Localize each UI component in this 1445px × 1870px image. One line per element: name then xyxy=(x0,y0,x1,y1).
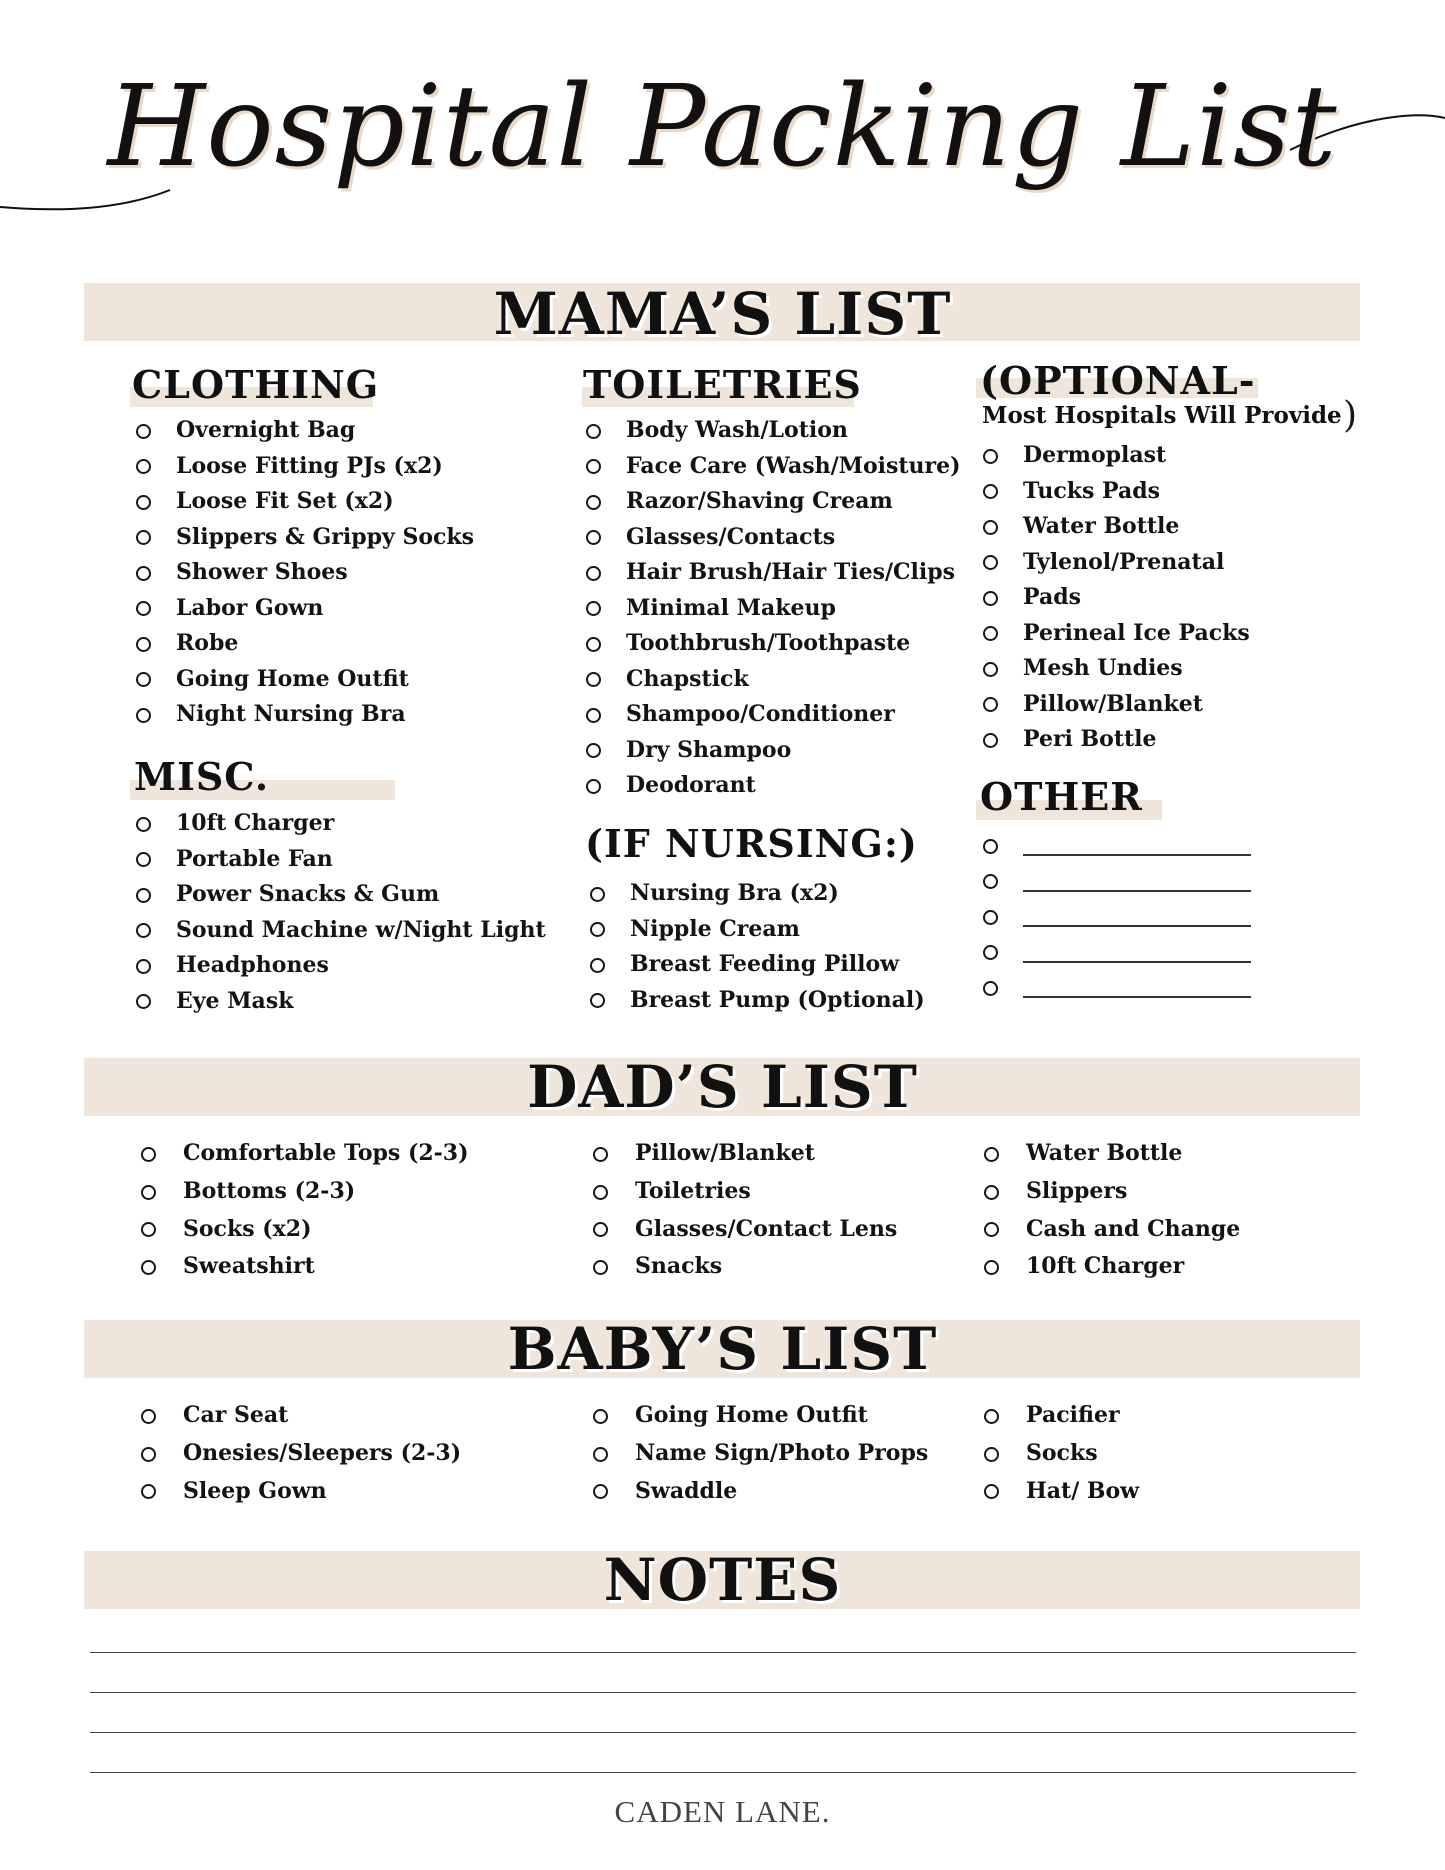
checklist-item xyxy=(586,768,961,804)
item-label: Sound Machine w/Night Light xyxy=(176,916,546,943)
item-label: Bottoms (2-3) xyxy=(183,1177,356,1204)
checkbox-circle-icon[interactable] xyxy=(136,424,151,439)
checklist-item xyxy=(136,626,474,662)
item-label: Pacifier xyxy=(1026,1402,1120,1428)
item-label: Robe xyxy=(176,630,239,656)
item-label: Snacks xyxy=(635,1253,723,1280)
item-label: Toothbrush/Toothpaste xyxy=(626,630,911,656)
checklist-item xyxy=(983,509,1250,545)
item-label: Hair Brush/Hair Ties/Clips xyxy=(626,559,956,585)
checklist-blank-item xyxy=(983,864,1251,900)
item-label: Body Wash/Lotion xyxy=(626,417,848,443)
checklist-blank-item xyxy=(983,828,1251,864)
checklist-blank-item xyxy=(983,935,1251,971)
checkbox-circle-icon[interactable] xyxy=(983,591,998,606)
checkbox-circle-icon[interactable] xyxy=(984,1260,999,1275)
checkbox-circle-icon[interactable] xyxy=(586,743,601,758)
item-label: Glasses/Contact Lens xyxy=(635,1215,898,1242)
checkbox-circle-icon[interactable] xyxy=(983,555,998,570)
checklist-item xyxy=(984,1473,1139,1511)
item-label: Pads xyxy=(1023,584,1081,610)
item-label: Night Nursing Bra xyxy=(176,701,406,727)
checkbox-circle-icon[interactable] xyxy=(136,601,151,616)
item-label: Name Sign/Photo Props xyxy=(635,1439,929,1466)
misc-heading: MISC. xyxy=(134,754,270,799)
notes-line[interactable] xyxy=(90,1692,1356,1693)
checkbox-circle-icon[interactable] xyxy=(141,1222,156,1237)
checkbox-circle-icon[interactable] xyxy=(136,888,151,903)
checklist-item xyxy=(586,591,961,627)
checkbox-circle-icon[interactable] xyxy=(983,520,998,535)
item-label: Onesies/Sleepers (2-3) xyxy=(183,1439,462,1466)
item-label: Overnight Bag xyxy=(176,417,356,443)
item-label: Breast Pump (Optional) xyxy=(630,986,925,1013)
checklist-item xyxy=(586,555,961,591)
clothing-list xyxy=(136,413,474,733)
item-label: Deodorant xyxy=(626,772,756,798)
item-label: Hat/ Bow xyxy=(1026,1477,1140,1504)
checklist-blank-item xyxy=(983,970,1251,1006)
checkbox-circle-icon[interactable] xyxy=(136,817,151,832)
checkbox-circle-icon[interactable] xyxy=(983,839,998,854)
item-label: Mesh Undies xyxy=(1023,655,1183,681)
checkbox-circle-icon[interactable] xyxy=(136,959,151,974)
checklist-item xyxy=(983,651,1250,687)
optional-closing-paren: ) xyxy=(1343,395,1358,436)
item-label: Going Home Outfit xyxy=(635,1402,868,1428)
checkbox-circle-icon[interactable] xyxy=(983,449,998,464)
checklist-item xyxy=(983,438,1250,474)
item-label: Swaddle xyxy=(635,1477,738,1504)
item-label: Face Care (Wash/Moisture) xyxy=(626,452,961,479)
checklist-item xyxy=(983,474,1250,510)
toiletries-heading: TOILETRIES xyxy=(583,362,862,407)
checkbox-circle-icon[interactable] xyxy=(984,1484,999,1499)
checkbox-circle-icon[interactable] xyxy=(136,495,151,510)
item-label: Eye Mask xyxy=(176,987,294,1014)
write-in-line[interactable] xyxy=(1023,961,1251,963)
checklist-item xyxy=(983,580,1250,616)
checkbox-circle-icon[interactable] xyxy=(586,495,601,510)
checklist-item xyxy=(586,413,961,449)
checklist-item xyxy=(984,1397,1139,1435)
checklist-item xyxy=(136,555,474,591)
checklist-item xyxy=(141,1135,469,1173)
checklist-item xyxy=(586,520,961,556)
checklist-item xyxy=(136,984,546,1020)
dad-title: DAD’S LIST xyxy=(527,1053,918,1121)
item-label: Dermoplast xyxy=(1023,442,1167,468)
checklist-item xyxy=(136,413,474,449)
checklist-item xyxy=(593,1135,897,1173)
optional-list xyxy=(983,438,1250,758)
checklist-item xyxy=(590,983,925,1019)
checklist-item xyxy=(984,1435,1139,1473)
item-label: Socks xyxy=(1026,1439,1098,1466)
item-label: 10ft Charger xyxy=(1026,1253,1185,1280)
baby-column-2 xyxy=(593,1397,928,1510)
item-label: Razor/Shaving Cream xyxy=(626,488,893,514)
item-label: Perineal Ice Packs xyxy=(1023,619,1250,646)
checkbox-circle-icon[interactable] xyxy=(141,1185,156,1200)
checkbox-circle-icon[interactable] xyxy=(593,1260,608,1275)
checkbox-circle-icon[interactable] xyxy=(136,994,151,1009)
checklist-item xyxy=(136,913,546,949)
checkbox-circle-icon[interactable] xyxy=(141,1484,156,1499)
item-label: Nipple Cream xyxy=(630,915,800,942)
checklist-item xyxy=(983,545,1250,581)
checkbox-circle-icon[interactable] xyxy=(136,672,151,687)
item-label: Water Bottle xyxy=(1023,513,1180,539)
toiletries-list xyxy=(586,413,961,804)
checkbox-circle-icon[interactable] xyxy=(983,945,998,960)
checklist-item xyxy=(983,722,1250,758)
checkbox-circle-icon[interactable] xyxy=(984,1447,999,1462)
item-label: 10ft Charger xyxy=(176,810,335,836)
nursing-heading: (IF NURSING:) xyxy=(585,821,918,866)
other-list xyxy=(983,828,1251,1006)
dad-column-1 xyxy=(141,1135,469,1286)
page-title: Hospital Packing List xyxy=(107,62,1338,192)
item-label: Shower Shoes xyxy=(176,559,348,585)
checklist-item xyxy=(590,876,925,912)
checkbox-circle-icon[interactable] xyxy=(586,566,601,581)
optional-subheading: Most Hospitals Will Provide xyxy=(982,402,1342,429)
checklist-item xyxy=(586,697,961,733)
checklist-item xyxy=(141,1211,469,1249)
item-label: Water Bottle xyxy=(1026,1140,1183,1166)
checklist-item xyxy=(136,948,546,984)
checkbox-circle-icon[interactable] xyxy=(983,662,998,677)
checklist-item xyxy=(136,697,474,733)
checklist-item xyxy=(593,1173,897,1211)
item-label: Peri Bottle xyxy=(1023,726,1157,752)
write-in-line[interactable] xyxy=(1023,854,1251,856)
checkbox-circle-icon[interactable] xyxy=(590,993,605,1008)
checkbox-circle-icon[interactable] xyxy=(983,484,998,499)
checklist-item xyxy=(593,1435,928,1473)
item-label: Pillow/Blanket xyxy=(635,1140,815,1166)
checklist-item xyxy=(593,1248,897,1286)
checklist-item xyxy=(984,1135,1240,1173)
checklist-item xyxy=(136,591,474,627)
checkbox-circle-icon[interactable] xyxy=(586,708,601,723)
item-label: Shampoo/Conditioner xyxy=(626,701,895,727)
item-label: Socks (x2) xyxy=(183,1215,312,1242)
other-heading: OTHER xyxy=(980,774,1143,819)
checklist-item xyxy=(136,662,474,698)
item-label: Comfortable Tops (2-3) xyxy=(183,1140,469,1166)
write-in-line[interactable] xyxy=(1023,890,1251,892)
checklist-item xyxy=(141,1473,461,1511)
checklist-item xyxy=(136,877,546,913)
write-in-line[interactable] xyxy=(1023,925,1251,927)
checkbox-circle-icon[interactable] xyxy=(586,637,601,652)
item-label: Sweatshirt xyxy=(183,1253,315,1280)
checkbox-circle-icon[interactable] xyxy=(141,1260,156,1275)
item-label: Loose Fitting PJs (x2) xyxy=(176,452,443,479)
checkbox-circle-icon[interactable] xyxy=(586,601,601,616)
checkbox-circle-icon[interactable] xyxy=(586,779,601,794)
item-label: Minimal Makeup xyxy=(626,594,836,621)
checklist-item xyxy=(141,1173,469,1211)
checklist-item xyxy=(136,806,546,842)
checklist-item xyxy=(136,449,474,485)
checklist-item xyxy=(586,484,961,520)
checklist-item xyxy=(586,626,961,662)
checkbox-circle-icon[interactable] xyxy=(136,637,151,652)
item-label: Slippers & Grippy Socks xyxy=(176,523,475,550)
item-label: Nursing Bra (x2) xyxy=(630,880,839,906)
checkbox-circle-icon[interactable] xyxy=(586,424,601,439)
checkbox-circle-icon[interactable] xyxy=(593,1147,608,1162)
checklist-item xyxy=(586,733,961,769)
checkbox-circle-icon[interactable] xyxy=(984,1185,999,1200)
checklist-item xyxy=(984,1173,1240,1211)
checkbox-circle-icon[interactable] xyxy=(984,1147,999,1162)
baby-title: BABY’S LIST xyxy=(507,1315,938,1383)
checkbox-circle-icon[interactable] xyxy=(983,910,998,925)
checklist-item xyxy=(136,484,474,520)
notes-line[interactable] xyxy=(90,1772,1356,1773)
checkbox-circle-icon[interactable] xyxy=(593,1447,608,1462)
checkbox-circle-icon[interactable] xyxy=(983,626,998,641)
item-label: Toiletries xyxy=(635,1177,751,1204)
item-label: Dry Shampoo xyxy=(626,736,792,763)
item-label: Pillow/Blanket xyxy=(1023,690,1203,717)
checklist-blank-item xyxy=(983,899,1251,935)
baby-column-1 xyxy=(141,1397,461,1510)
checkbox-circle-icon[interactable] xyxy=(586,672,601,687)
checkbox-circle-icon[interactable] xyxy=(141,1147,156,1162)
checklist-item xyxy=(141,1397,461,1435)
checkbox-circle-icon[interactable] xyxy=(136,530,151,545)
item-label: Labor Gown xyxy=(176,594,324,621)
item-label: Cash and Change xyxy=(1026,1215,1241,1242)
checkbox-circle-icon[interactable] xyxy=(586,530,601,545)
checkbox-circle-icon[interactable] xyxy=(136,459,151,474)
checklist-item xyxy=(136,842,546,878)
checkbox-circle-icon[interactable] xyxy=(983,874,998,889)
checklist-item xyxy=(590,912,925,948)
checkbox-circle-icon[interactable] xyxy=(136,708,151,723)
checklist-item xyxy=(983,687,1250,723)
dad-column-2 xyxy=(593,1135,897,1286)
nursing-list xyxy=(590,876,925,1018)
notes-title: NOTES xyxy=(603,1546,842,1614)
checklist-item xyxy=(593,1473,928,1511)
checkbox-circle-icon[interactable] xyxy=(983,697,998,712)
checkbox-circle-icon[interactable] xyxy=(590,887,605,902)
mama-title: MAMA’S LIST xyxy=(493,280,952,348)
item-label: Tucks Pads xyxy=(1023,477,1161,504)
item-label: Car Seat xyxy=(183,1402,289,1428)
checkbox-circle-icon[interactable] xyxy=(984,1409,999,1424)
checklist-item xyxy=(590,947,925,983)
checklist-item xyxy=(141,1435,461,1473)
item-label: Going Home Outfit xyxy=(176,665,409,692)
checkbox-circle-icon[interactable] xyxy=(136,566,151,581)
checkbox-circle-icon[interactable] xyxy=(590,922,605,937)
checklist-item xyxy=(586,662,961,698)
checkbox-circle-icon[interactable] xyxy=(586,459,601,474)
item-label: Chapstick xyxy=(626,665,749,692)
checkbox-circle-icon[interactable] xyxy=(141,1409,156,1424)
item-label: Loose Fit Set (x2) xyxy=(176,488,394,514)
item-label: Breast Feeding Pillow xyxy=(630,951,900,977)
misc-list xyxy=(136,806,546,1019)
write-in-line[interactable] xyxy=(1023,996,1251,998)
checklist-item xyxy=(984,1211,1240,1249)
item-label: Portable Fan xyxy=(176,845,333,872)
item-label: Tylenol/Prenatal xyxy=(1023,548,1225,575)
checkbox-circle-icon[interactable] xyxy=(136,923,151,938)
checkbox-circle-icon[interactable] xyxy=(593,1409,608,1424)
checkbox-circle-icon[interactable] xyxy=(136,852,151,867)
brand-footer: CADEN LANE. xyxy=(614,1794,831,1829)
checklist-item xyxy=(136,520,474,556)
item-label: Sleep Gown xyxy=(183,1477,327,1504)
notes-line[interactable] xyxy=(90,1732,1356,1733)
checkbox-circle-icon[interactable] xyxy=(141,1447,156,1462)
checkbox-circle-icon[interactable] xyxy=(984,1222,999,1237)
item-label: Headphones xyxy=(176,952,329,978)
checkbox-circle-icon[interactable] xyxy=(590,958,605,973)
item-label: Power Snacks & Gum xyxy=(176,881,440,907)
item-label: Glasses/Contacts xyxy=(626,523,836,550)
clothing-heading: CLOTHING xyxy=(132,362,380,407)
dad-column-3 xyxy=(984,1135,1240,1286)
checklist-item xyxy=(586,449,961,485)
checkbox-circle-icon[interactable] xyxy=(983,981,998,996)
checkbox-circle-icon[interactable] xyxy=(593,1222,608,1237)
checkbox-circle-icon[interactable] xyxy=(593,1185,608,1200)
checkbox-circle-icon[interactable] xyxy=(593,1484,608,1499)
baby-column-3 xyxy=(984,1397,1139,1510)
item-label: Slippers xyxy=(1026,1177,1128,1204)
notes-line[interactable] xyxy=(90,1652,1356,1653)
checkbox-circle-icon[interactable] xyxy=(983,733,998,748)
checklist-item xyxy=(593,1397,928,1435)
checklist-item xyxy=(141,1248,469,1286)
checklist-item xyxy=(984,1248,1240,1286)
checklist-item xyxy=(983,616,1250,652)
optional-heading: (OPTIONAL- xyxy=(980,358,1256,403)
checklist-item xyxy=(593,1211,897,1249)
